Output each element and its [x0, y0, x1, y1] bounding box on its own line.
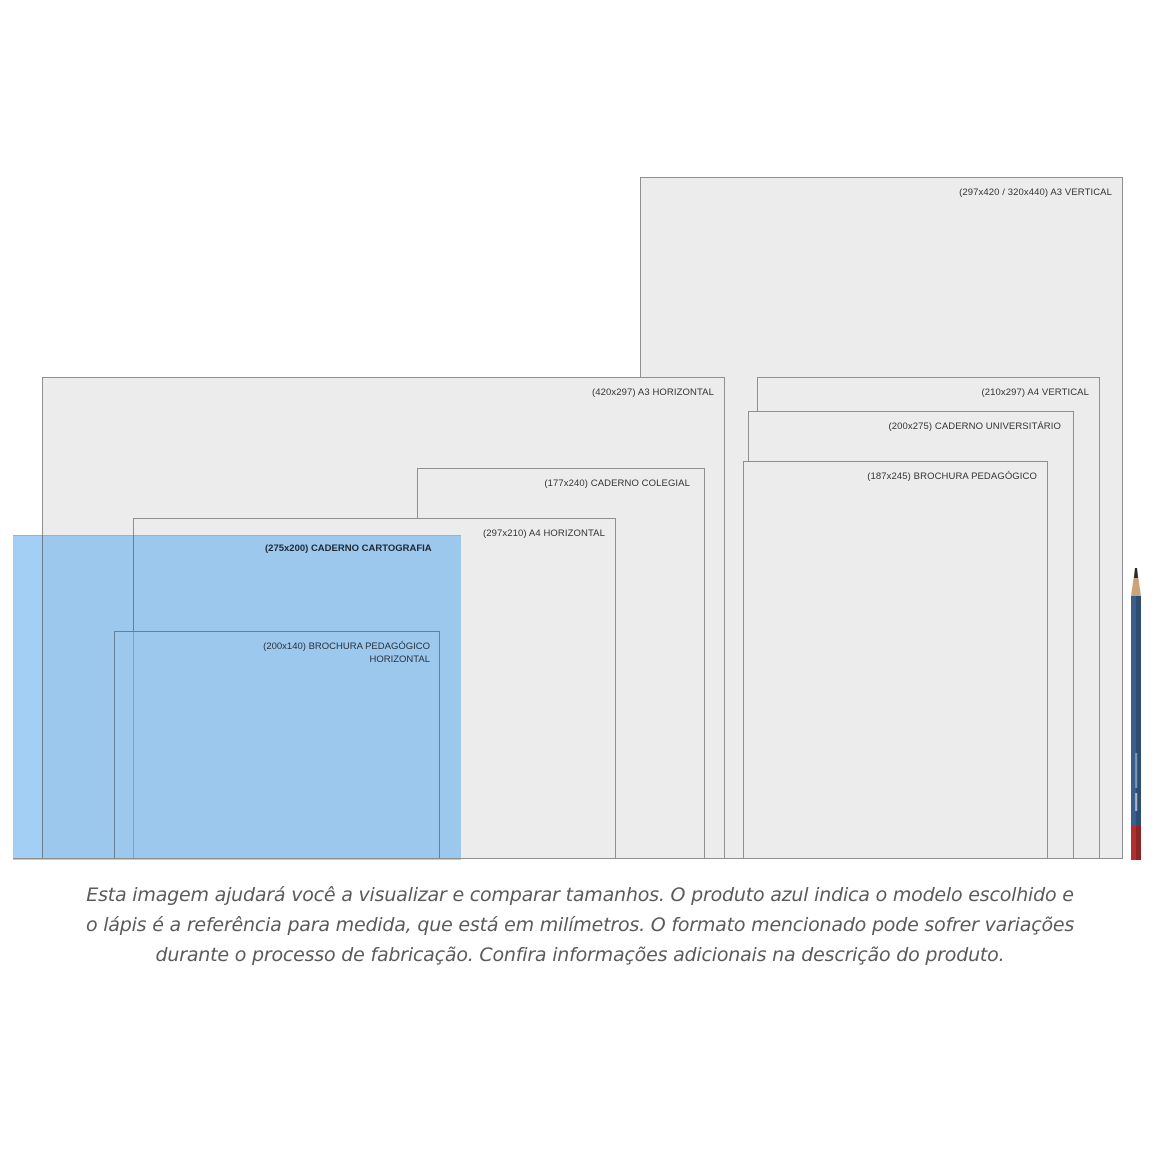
sheet-label: (187x245) BROCHURA PEDAGÓGICO [867, 471, 1037, 482]
sheet-brochura-pedagogico [743, 461, 1048, 859]
sheet-label: (420x297) A3 HORIZONTAL [592, 387, 714, 398]
overlay-outline-a4-horizontal [133, 535, 134, 632]
caption-line-3: durante o processo de fabricação. Confira informações adicionais na descrição do produto. [155, 944, 1005, 966]
sheet-label: (210x297) A4 VERTICAL [981, 387, 1089, 398]
pencil-icon [1125, 568, 1155, 860]
baseline [13, 858, 1123, 859]
sheet-label: (297x210) A4 HORIZONTAL [483, 528, 605, 539]
brochura-horizontal-label-line1: (200x140) BROCHURA PEDAGÓGICO [263, 641, 430, 652]
selected-format-label: (275x200) CADERNO CARTOGRAFIA [265, 543, 432, 554]
caption [60, 880, 1100, 970]
sheet-label: (177x240) CADERNO COLEGIAL [544, 478, 690, 489]
sheet-label: (297x420 / 320x440) A3 VERTICAL [959, 187, 1112, 198]
overlay-outline-a3-horizontal [42, 535, 43, 859]
sheet-label: (200x275) CADERNO UNIVERSITÁRIO [888, 421, 1061, 432]
caption-line-1: Esta imagem ajudará você a visualizar e comparar tamanhos. O produto azul indica o modelo escolhido e [86, 884, 1074, 906]
caption-line-2: o lápis é a referência para medida, que está em milímetros. O formato mencionado pode sofrer variações [85, 914, 1075, 936]
brochura-horizontal-label-line2: HORIZONTAL [369, 654, 430, 665]
brochura-horizontal-label [263, 640, 430, 666]
